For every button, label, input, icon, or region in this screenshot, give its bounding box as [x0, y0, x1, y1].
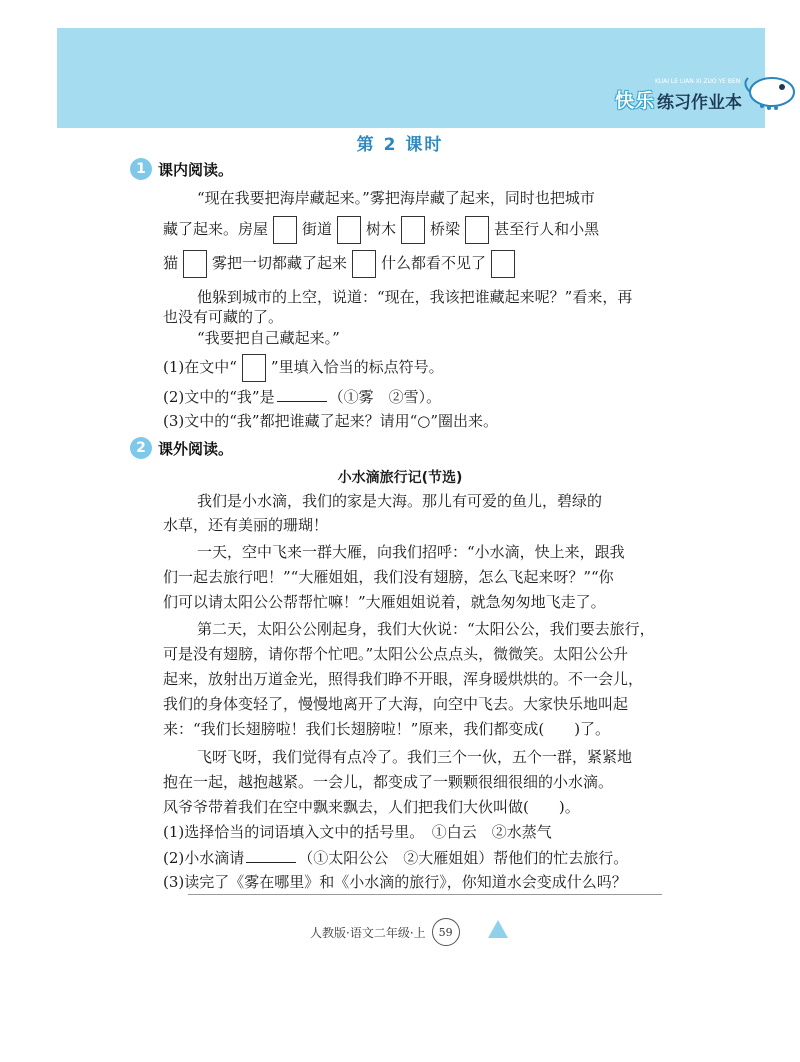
section-1-number: 1 — [130, 158, 152, 180]
s1-question-1 — [163, 354, 444, 382]
story-line: 水草，还有美丽的珊瑚！ — [163, 516, 329, 534]
s1-para2-line2: 也没有可藏的了。 — [163, 308, 284, 326]
s2-q2-options: （①太阳公公 ②大雁姐姐）帮他们的忙去旅行。 — [298, 849, 629, 867]
s1-text-shumu: 树木 — [366, 220, 397, 238]
s1-para1-line2 — [163, 216, 599, 244]
bird-mascot-icon — [742, 72, 798, 112]
s1-question-3: (3)文中的“我”都把谁藏了起来？请用“○”圈出来。 — [163, 412, 499, 430]
footer-edition: 人教版·语文二年级·上 — [310, 925, 426, 940]
story-line: 我们的身体变轻了，慢慢地离开了大海，向空中飞去。大家快乐地叫起 — [163, 695, 629, 713]
story-line: 飞呀飞呀，我们觉得有点冷了。我们三个一伙，五个一群，紧紧地 — [197, 748, 633, 766]
s1-para1-line1: “现在我要把海岸藏起来。”雾把海岸藏了起来，同时也把城市 — [197, 189, 595, 207]
s2-q2-prefix: (2)小水滴请 — [163, 849, 245, 867]
story-line: 们一起去旅行吧！”“大雁姐姐，我们没有翅膀，怎么飞起来呀？”“你 — [163, 568, 614, 586]
q2-options: （①雾 ②雪）。 — [328, 388, 442, 406]
section-2-title: 课外阅读。 — [158, 439, 234, 458]
section-1-title: 课内阅读。 — [158, 160, 234, 179]
story-line: 来：“我们长翅膀啦！我们长翅膀啦！”原来，我们都变成( )了。 — [163, 720, 611, 738]
section-2-number: 2 — [130, 437, 152, 459]
q1-prefix: (1)在文中“ — [163, 358, 237, 376]
footer-divider — [188, 894, 662, 895]
triangle-decoration-icon — [488, 920, 508, 938]
brand-logo — [614, 78, 742, 113]
story-line: 们可以请太阳公公帮帮忙嘛！”大雁姐姐说着，就急匆匆地飞走了。 — [163, 593, 606, 611]
brand-pinyin: KUAI LE LIAN XI ZUO YE BEN — [654, 78, 741, 85]
s1-para2-line1: 他躲到城市的上空，说道：“现在，我该把谁藏起来呢？”看来，再 — [197, 288, 633, 306]
story-title: 小水滴旅行记(节选) — [337, 470, 463, 486]
s1-text-jiedao: 街道 — [302, 220, 333, 238]
s1-para3: “我要把自己藏起来。” — [197, 329, 340, 347]
story-line: 可是没有翅膀，请你帮个忙吧。”太阳公公点点头，微微笑。太阳公公升 — [163, 645, 629, 663]
s1-text-kanbujian: 什么都看不见了 — [381, 254, 487, 272]
punct-box-4[interactable] — [465, 216, 489, 244]
story-line: 第二天，太阳公公刚起身，我们大伙说：“太阳公公，我们要去旅行， — [197, 620, 655, 638]
s2-question-3: (3)读完了《雾在哪里》和《小水滴的旅行》，你知道水会变成什么吗？ — [163, 873, 627, 891]
brand-title: 快乐 — [614, 90, 655, 112]
q1-box[interactable] — [242, 354, 266, 382]
lesson-title: 第 2 课时 — [356, 135, 444, 155]
s2-q2-answer-blank[interactable] — [246, 846, 296, 863]
s1-text-fangwu: 藏了起来。房屋 — [163, 220, 269, 238]
footer — [310, 918, 460, 946]
s1-para1-line3 — [163, 250, 520, 278]
s1-question-2 — [163, 385, 441, 408]
q1-suffix: ”里填入恰当的标点符号。 — [270, 358, 444, 376]
page-number: 59 — [432, 918, 460, 946]
story-line: 起来，放射出万道金光，照得我们睁不开眼，浑身暖烘烘的。不一会儿， — [163, 670, 644, 688]
punct-box-1[interactable] — [273, 216, 297, 244]
section-2-heading — [130, 437, 233, 459]
story-line: 抱在一起，越抱越紧。一会儿，都变成了一颗颗很细很细的小水滴。 — [163, 773, 614, 791]
section-1-heading — [130, 158, 233, 180]
s1-text-wu: 雾把一切都藏了起来 — [212, 254, 348, 272]
s1-text-shenzhi: 甚至行人和小黑 — [494, 220, 600, 238]
story-line: 一天，空中飞来一群大雁，向我们招呼：“小水滴，快上来，跟我 — [197, 543, 625, 561]
q2-answer-blank[interactable] — [277, 385, 327, 402]
punct-box-3[interactable] — [401, 216, 425, 244]
punct-box-7[interactable] — [491, 250, 515, 278]
punct-box-6[interactable] — [352, 250, 376, 278]
q2-prefix: (2)文中的“我”是 — [163, 388, 275, 406]
brand-book-name: 练习作业本 — [657, 93, 742, 113]
punct-box-2[interactable] — [337, 216, 361, 244]
s2-question-1: (1)选择恰当的词语填入文中的括号里。 ①白云 ②水蒸气 — [163, 823, 552, 841]
story-line: 我们是小水滴，我们的家是大海。那儿有可爱的鱼儿，碧绿的 — [197, 492, 603, 510]
punct-box-5[interactable] — [183, 250, 207, 278]
s1-text-qiaoliang: 桥梁 — [430, 220, 461, 238]
story-line: 风爷爷带着我们在空中飘来飘去，人们把我们大伙叫做( )。 — [163, 798, 580, 816]
s1-text-mao: 猫 — [163, 254, 179, 272]
s2-question-2 — [163, 846, 628, 869]
